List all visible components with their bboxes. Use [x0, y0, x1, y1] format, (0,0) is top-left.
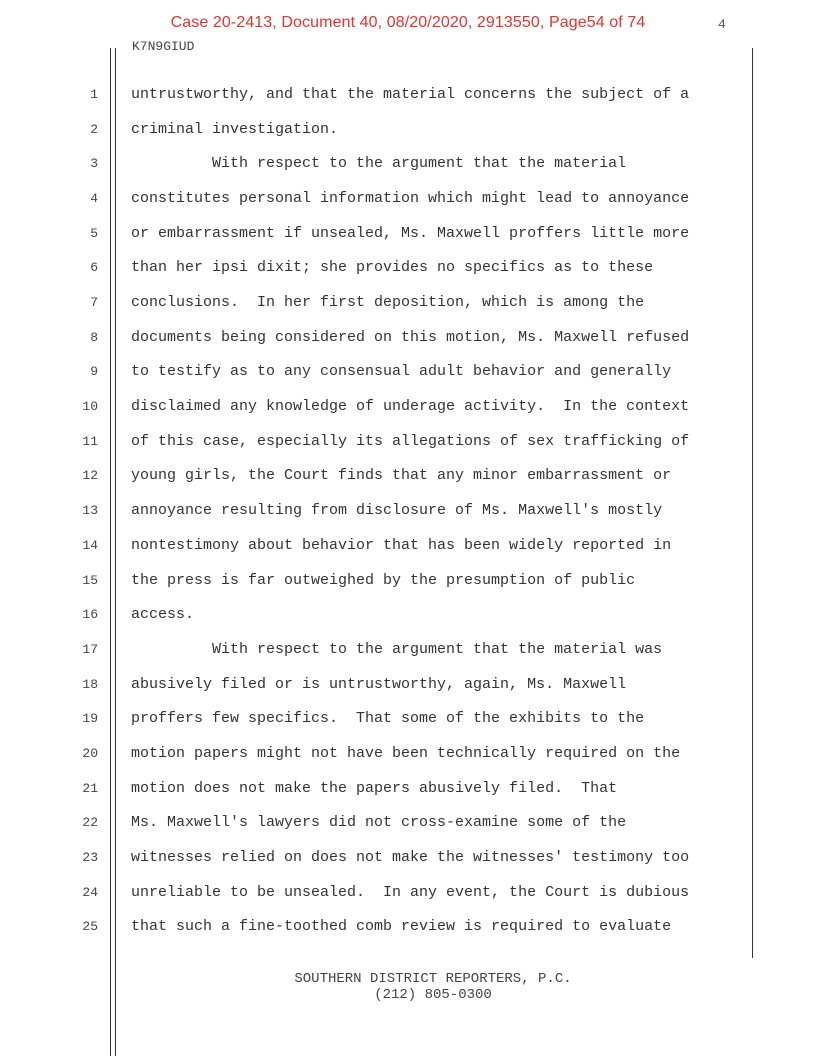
line-number: 13: [82, 503, 98, 519]
line-number: 18: [82, 676, 98, 692]
line-number: 6: [90, 260, 98, 276]
transcript-line: documents being considered on this motion, Ms. Maxwell refused: [131, 328, 690, 346]
line-number: 24: [82, 884, 98, 900]
transcript-line: witnesses relied on does not make the witnesses' testimony too: [131, 848, 690, 866]
line-number: 25: [82, 919, 98, 935]
transcript-line: that such a fine-toothed comb review is required to evaluate: [131, 918, 672, 936]
left-margin-rule-outer: [110, 48, 111, 1056]
transcript-line: With respect to the argument that the material was: [131, 640, 663, 658]
footer-reporter: SOUTHERN DISTRICT REPORTERS, P.C.: [294, 971, 572, 987]
line-number: 5: [90, 225, 98, 241]
transcript-line: to testify as to any consensual adult behavior and generally: [131, 363, 672, 381]
document-id: K7N9GIUD: [132, 39, 195, 54]
transcript-line: criminal investigation.: [131, 120, 339, 138]
line-number: 7: [90, 295, 98, 311]
transcript-line: proffers few specifics. That some of the exhibits to the: [131, 710, 645, 728]
transcript-line: conclusions. In her first deposition, which is among the: [131, 294, 645, 312]
transcript-line: motion papers might not have been technically required on the: [131, 744, 681, 762]
line-number: 11: [82, 433, 98, 449]
transcript-line: nontestimony about behavior that has been widely reported in: [131, 536, 672, 554]
line-number: 17: [82, 641, 98, 657]
transcript-line: or embarrassment if unsealed, Ms. Maxwell proffers little more: [131, 224, 690, 242]
footer: [0, 971, 816, 1003]
line-number: 20: [82, 745, 98, 761]
left-margin-rule-inner: [115, 48, 116, 1056]
line-number: 8: [90, 329, 98, 345]
transcript-line: untrustworthy, and that the material concerns the subject of a: [131, 86, 690, 103]
line-number: 2: [90, 121, 98, 137]
transcript-line: young girls, the Court finds that any minor embarrassment or: [131, 467, 672, 485]
line-number: 15: [82, 572, 98, 588]
line-number: 4: [90, 191, 98, 207]
transcript-line: motion does not make the papers abusively filed. That: [131, 779, 618, 797]
line-number: 22: [82, 815, 98, 831]
line-number: 16: [82, 607, 98, 623]
line-number: 12: [82, 468, 98, 484]
footer-phone: (212) 805-0300: [374, 987, 492, 1003]
line-number: 23: [82, 849, 98, 865]
line-number: 1: [90, 87, 98, 102]
line-number: 3: [90, 156, 98, 172]
line-number: 14: [82, 537, 98, 553]
line-number: 21: [82, 780, 98, 796]
transcript-line: abusively filed or is untrustworthy, again, Ms. Maxwell: [131, 675, 627, 693]
transcript-line: annoyance resulting from disclosure of Ms. Maxwell's mostly: [131, 502, 663, 520]
right-margin-rule: [752, 48, 753, 958]
line-number: 10: [82, 399, 98, 415]
transcript-line: of this case, especially its allegations of sex trafficking of: [131, 432, 690, 450]
transcript-line: disclaimed any knowledge of underage activity. In the context: [131, 398, 690, 416]
transcript-line: access.: [131, 606, 195, 624]
line-number: 9: [90, 364, 98, 380]
transcript-line: Ms. Maxwell's lawyers did not cross-examine some of the: [131, 814, 627, 832]
line-number: 19: [82, 711, 98, 727]
transcript-line: constitutes personal information which might lead to annoyance: [131, 190, 690, 208]
page-number: 4: [718, 17, 726, 32]
transcript-line: the press is far outweighed by the presumption of public: [131, 571, 636, 589]
transcript-line: unreliable to be unsealed. In any event, the Court is dubious: [131, 883, 690, 901]
case-header: Case 20-2413, Document 40, 08/20/2020, 2913550, Page54 of 74: [170, 14, 646, 31]
transcript-line: than her ipsi dixit; she provides no specifics as to these: [131, 259, 654, 277]
transcript-line: With respect to the argument that the material: [131, 155, 627, 173]
